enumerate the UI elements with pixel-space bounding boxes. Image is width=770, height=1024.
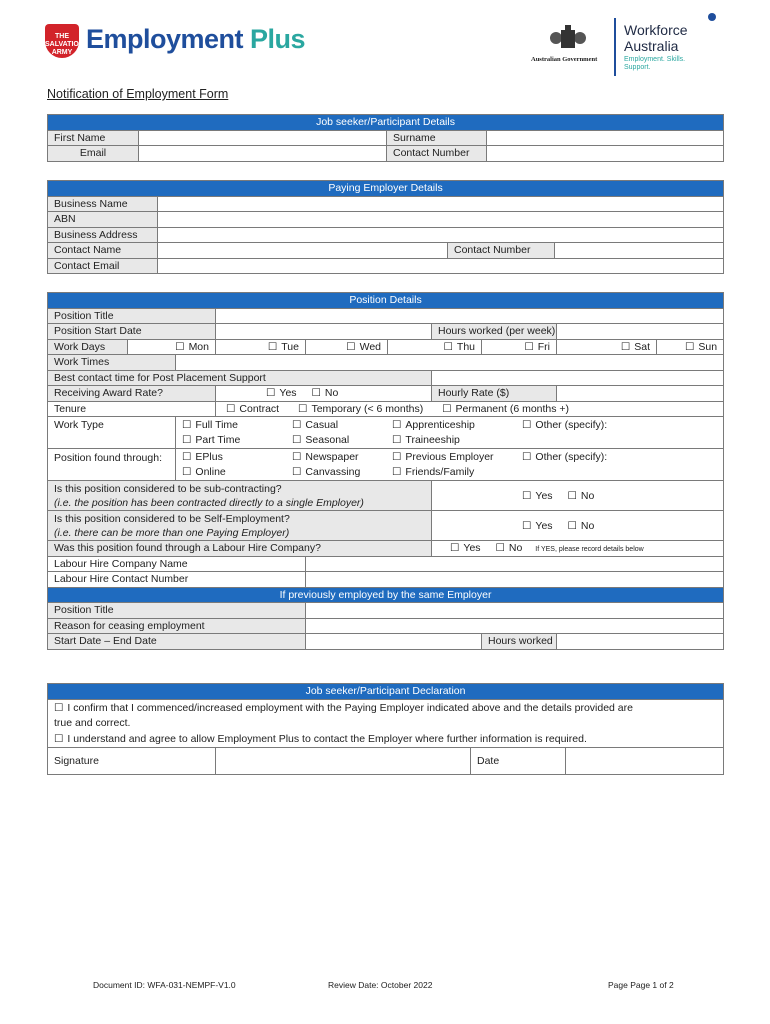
wf-title-line1: Workforce: [624, 22, 688, 38]
start-date-label: Position Start Date: [48, 324, 216, 340]
workforce-tagline: [624, 56, 685, 72]
eplus-checkbox[interactable]: ☐ EPlus: [182, 450, 226, 465]
labour-hire-question: Was this position found through a Labour Hire Company?: [48, 541, 432, 557]
work-times-field[interactable]: [176, 355, 724, 371]
declaration-table: [47, 683, 724, 775]
best-contact-field[interactable]: [432, 370, 724, 386]
subcontract-yes-checkbox[interactable]: ☐ Yes: [522, 490, 553, 502]
workforce-australia-logo: [624, 22, 688, 54]
tenure-permanent-checkbox[interactable]: ☐ Permanent (6 months +): [442, 403, 569, 415]
business-address-label: Business Address: [48, 227, 158, 243]
document-id: Document ID: WFA-031-NEMPF-V1.0: [93, 980, 236, 990]
employment-plus-logo: [86, 24, 305, 55]
agree-checkbox[interactable]: ☐ I understand and agree to allow Employment Plus to contact the Employer where further information is required.: [54, 733, 587, 745]
first-name-label: First Name: [48, 130, 139, 146]
position-title-field[interactable]: [216, 308, 724, 324]
subcontract-no-checkbox[interactable]: ☐ No: [567, 490, 594, 502]
lh-contact-field[interactable]: [306, 572, 724, 588]
full-time-checkbox[interactable]: ☐ Full Time: [182, 418, 240, 433]
confirm-checkbox[interactable]: ☐ I confirm that I commenced/increased employment with the Paying Employer indicated above and the details provided are: [54, 702, 633, 714]
abn-label: ABN: [48, 212, 158, 228]
day-sat-label: ☐ Sat: [621, 341, 650, 353]
page-number: Page Page 1 of 2: [608, 980, 674, 990]
wf-sub-line2: Support.: [624, 64, 651, 71]
day-wed-checkbox[interactable]: [306, 339, 388, 355]
found-through-options: [176, 449, 724, 481]
work-times-label: Work Times: [48, 355, 176, 371]
employer-contact-number-label: Contact Number: [448, 243, 555, 259]
day-sat-checkbox[interactable]: [557, 339, 657, 355]
subcontract-note: (i.e. the position has been contracted directly to a single Employer): [54, 496, 364, 509]
jobseeker-table: [47, 114, 724, 162]
signature-label: Signature: [48, 748, 216, 775]
casual-checkbox[interactable]: ☐ Casual: [292, 418, 349, 433]
business-address-field[interactable]: [158, 227, 724, 243]
hourly-rate-label: Hourly Rate ($): [432, 386, 557, 402]
tenure-temporary-checkbox[interactable]: ☐ Temporary (< 6 months): [298, 403, 423, 415]
first-name-field[interactable]: [139, 130, 387, 146]
previous-employment-heading: If previously employed by the same Employer: [48, 587, 724, 603]
selfemp-options: [432, 511, 724, 541]
prev-hours-field[interactable]: [557, 634, 724, 650]
brand-main: Employment: [86, 24, 244, 54]
business-name-label: Business Name: [48, 196, 158, 212]
salvation-army-shield-logo: [45, 24, 84, 58]
day-fri-checkbox[interactable]: [482, 339, 557, 355]
brand-accent: Plus: [250, 24, 306, 54]
business-name-field[interactable]: [158, 196, 724, 212]
selfemp-question: [48, 511, 432, 541]
day-sun-label: ☐ Sun: [685, 341, 717, 353]
position-title-label: Position Title: [48, 308, 216, 324]
jobseeker-heading: Job seeker/Participant Details: [48, 115, 724, 131]
day-thu-checkbox[interactable]: [388, 339, 482, 355]
lh-company-field[interactable]: [306, 556, 724, 572]
seasonal-checkbox[interactable]: ☐ Seasonal: [292, 433, 349, 448]
found-other-checkbox[interactable]: ☐ Other (specify):: [522, 450, 607, 465]
subcontract-options: [432, 481, 724, 511]
signature-field[interactable]: [216, 748, 471, 775]
australian-government-label: Australian Government: [531, 56, 598, 63]
tenure-label: Tenure: [48, 401, 216, 417]
award-rate-label: Receiving Award Rate?: [48, 386, 216, 402]
selfemp-q-text: Is this position considered to be Self-Employment?: [54, 512, 290, 525]
day-thu-label: ☐ Thu: [443, 341, 475, 353]
reason-label: Reason for ceasing employment: [48, 618, 306, 634]
selfemp-no-checkbox[interactable]: ☐ No: [567, 520, 594, 532]
contact-number-label: Contact Number: [387, 146, 487, 162]
workforce-dot-icon: [708, 13, 716, 21]
wf-title-line2: Australia: [624, 38, 679, 54]
prev-title-label: Position Title: [48, 603, 306, 619]
work-days-label: Work Days: [48, 339, 128, 355]
email-label: Email: [48, 146, 139, 162]
newspaper-checkbox[interactable]: ☐ Newspaper: [292, 450, 360, 465]
labour-hire-yes-checkbox[interactable]: ☐ Yes: [450, 542, 481, 554]
award-yes-checkbox[interactable]: ☐ Yes: [266, 387, 297, 399]
contact-name-field[interactable]: [158, 243, 448, 259]
day-tue-label: ☐ Tue: [268, 341, 299, 353]
employer-heading: Paying Employer Details: [48, 181, 724, 197]
surname-field[interactable]: [487, 130, 724, 146]
employer-contact-number-field[interactable]: [555, 243, 724, 259]
employer-table: [47, 180, 724, 274]
tenure-contract-checkbox[interactable]: ☐ Contract: [226, 403, 279, 415]
tenure-options: [216, 401, 724, 417]
best-contact-label: Best contact time for Post Placement Support: [48, 370, 432, 386]
hours-worked-label: Hours worked (per week): [432, 324, 557, 340]
coat-of-arms-icon: [548, 24, 588, 52]
start-date-field[interactable]: [216, 324, 432, 340]
abn-field[interactable]: [158, 212, 724, 228]
online-checkbox[interactable]: ☐ Online: [182, 465, 226, 480]
award-rate-options: [216, 386, 432, 402]
subcontract-q-text: Is this position considered to be sub-contracting?: [54, 482, 282, 495]
work-type-options: [176, 417, 724, 449]
lh-contact-label: Labour Hire Contact Number: [48, 572, 306, 588]
day-tue-checkbox[interactable]: [216, 339, 306, 355]
surname-label: Surname: [387, 130, 487, 146]
subcontract-question: [48, 481, 432, 511]
start-end-field[interactable]: [306, 634, 482, 650]
labour-hire-options: [432, 541, 724, 557]
labour-hire-no-checkbox[interactable]: ☐ No: [495, 542, 522, 554]
work-type-label: Work Type: [48, 417, 176, 449]
award-no-checkbox[interactable]: ☐ No: [311, 387, 338, 399]
contact-name-label: Contact Name: [48, 243, 158, 259]
contact-email-label: Contact Email: [48, 258, 158, 274]
declaration-line1b: true and correct.: [54, 717, 131, 729]
wf-sub-line1: Employment. Skills.: [624, 56, 686, 63]
start-end-label: Start Date – End Date: [48, 634, 306, 650]
reason-field[interactable]: [306, 618, 724, 634]
work-type-other-checkbox[interactable]: ☐ Other (specify):: [522, 418, 607, 433]
contact-email-field[interactable]: [158, 258, 724, 274]
traineeship-checkbox[interactable]: ☐ Traineeship: [392, 433, 475, 448]
day-mon-checkbox[interactable]: [128, 339, 216, 355]
date-label: Date: [471, 748, 566, 775]
apprenticeship-checkbox[interactable]: ☐ Apprenticeship: [392, 418, 475, 433]
email-field[interactable]: [139, 146, 387, 162]
lh-company-label: Labour Hire Company Name: [48, 556, 306, 572]
day-wed-label: ☐ Wed: [346, 341, 381, 353]
workforce-bar: [614, 18, 616, 76]
previous-employer-checkbox[interactable]: ☐ Previous Employer: [392, 450, 494, 465]
selfemp-yes-checkbox[interactable]: ☐ Yes: [522, 520, 553, 532]
friends-family-checkbox[interactable]: ☐ Friends/Family: [392, 465, 494, 480]
day-fri-label: ☐ Fri: [524, 341, 550, 353]
day-mon-label: ☐ Mon: [175, 341, 209, 353]
prev-title-field[interactable]: [306, 603, 724, 619]
day-sun-checkbox[interactable]: [657, 339, 724, 355]
hourly-rate-field[interactable]: [557, 386, 724, 402]
form-title: Notification of Employment Form: [47, 87, 229, 101]
position-table: [47, 292, 724, 650]
review-date: Review Date: October 2022: [328, 980, 433, 990]
found-through-label: Position found through:: [48, 449, 176, 481]
hours-worked-field[interactable]: [557, 324, 724, 340]
declaration-heading: Job seeker/Participant Declaration: [48, 684, 724, 700]
labour-hire-note: If YES, please record details below: [535, 546, 644, 554]
shield-text: THE SALVATION ARMY: [45, 33, 84, 56]
date-field[interactable]: [566, 748, 724, 775]
prev-hours-label: Hours worked: [482, 634, 557, 650]
contact-number-field[interactable]: [487, 146, 724, 162]
position-heading: Position Details: [48, 293, 724, 309]
declaration-body: [48, 699, 724, 748]
canvassing-checkbox[interactable]: ☐ Canvassing: [292, 465, 360, 480]
part-time-checkbox[interactable]: ☐ Part Time: [182, 433, 240, 448]
selfemp-note: (i.e. there can be more than one Paying Employer): [54, 526, 290, 539]
